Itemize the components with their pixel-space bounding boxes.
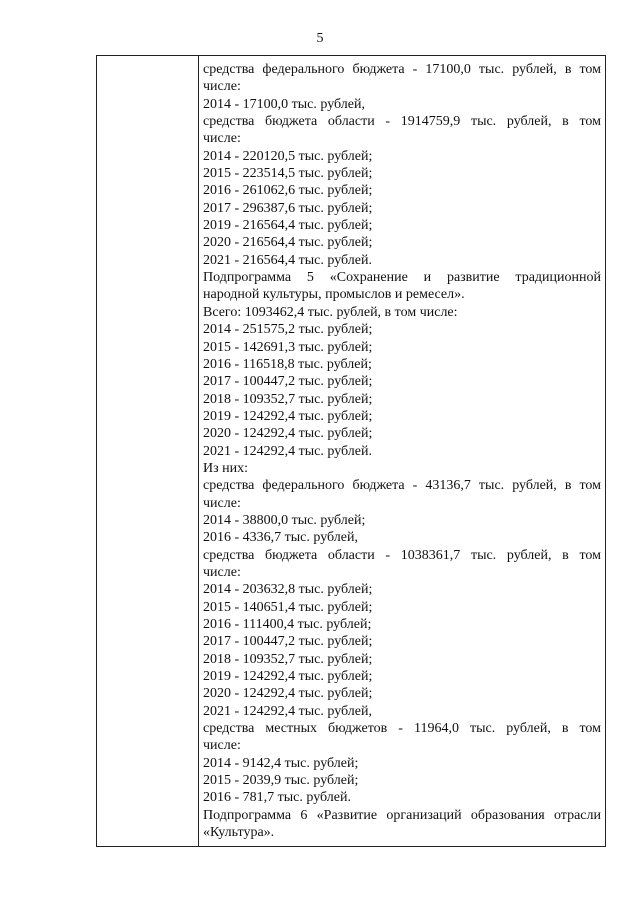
text-line: 2014 - 38800,0 тыс. рублей;: [203, 512, 366, 528]
text-line: 2014 - 17100,0 тыс. рублей,: [203, 96, 365, 112]
text-line: числе:: [203, 131, 241, 147]
text-line: Подпрограмма 6 «Развитие организаций образования отрасли: [203, 807, 601, 823]
text-line: 2017 - 296387,6 тыс. рублей;: [203, 200, 373, 216]
text-line: 2016 - 261062,6 тыс. рублей;: [203, 183, 373, 199]
text-line: 2015 - 142691,3 тыс. рублей;: [203, 339, 373, 355]
text-line: 2019 - 216564,4 тыс. рублей;: [203, 218, 373, 234]
text-line: 2016 - 781,7 тыс. рублей.: [203, 790, 351, 806]
text-line: Подпрограмма 5 «Сохранение и развитие традиционной: [203, 270, 601, 286]
text-line: 2020 - 216564,4 тыс. рублей;: [203, 235, 373, 251]
text-line: 2016 - 116518,8 тыс. рублей;: [203, 356, 372, 372]
text-line: 2016 - 4336,7 тыс. рублей,: [203, 530, 358, 546]
text-line: 2017 - 100447,2 тыс. рублей;: [203, 634, 373, 650]
text-line: 2014 - 251575,2 тыс. рублей;: [203, 322, 373, 338]
page-number: 5: [316, 31, 324, 46]
text-line: Из них:: [203, 460, 249, 476]
text-line: числе:: [203, 738, 241, 754]
text-line: числе:: [203, 564, 241, 580]
text-line: числе:: [203, 79, 241, 95]
text-line: числе:: [203, 495, 241, 511]
text-line: 2015 - 140651,4 тыс. рублей;: [203, 599, 373, 615]
text-line: 2019 - 124292,4 тыс. рублей;: [203, 408, 373, 424]
text-line: средства местных бюджетов - 11964,0 тыс. рублей, в том: [203, 721, 601, 737]
text-line: 2020 - 124292,4 тыс. рублей;: [203, 686, 373, 702]
text-line: 2015 - 223514,5 тыс. рублей;: [203, 166, 373, 182]
text-line: народной культуры, промыслов и ремесел».: [203, 287, 465, 303]
text-line: средства федерального бюджета - 17100,0 тыс. рублей, в том: [203, 62, 601, 77]
budget-table: [96, 55, 606, 847]
text-line: 2016 - 111400,4 тыс. рублей;: [203, 617, 372, 632]
text-line: 2014 - 9142,4 тыс. рублей;: [203, 755, 359, 771]
text-line: 2021 - 124292,4 тыс. рублей.: [203, 443, 372, 459]
text-line: 2020 - 124292,4 тыс. рублей;: [203, 426, 373, 442]
text-line: средства бюджета области - 1914759,9 тыс. рублей, в том: [203, 114, 601, 130]
text-line: 2014 - 220120,5 тыс. рублей;: [203, 148, 373, 164]
text-line: средства федерального бюджета - 43136,7 тыс. рублей, в том: [203, 478, 601, 494]
text-line: 2015 - 2039,9 тыс. рублей;: [203, 773, 359, 789]
text-line: средства бюджета области - 1038361,7 тыс. рублей, в том: [203, 547, 601, 563]
text-line: 2014 - 203632,8 тыс. рублей;: [203, 582, 373, 598]
text-line: 2021 - 124292,4 тыс. рублей,: [203, 703, 372, 719]
text-line: 2021 - 216564,4 тыс. рублей.: [203, 252, 372, 268]
text-line: Всего: 1093462,4 тыс. рублей, в том числе:: [203, 304, 458, 320]
text-line: «Культура».: [203, 825, 275, 841]
text-line: 2017 - 100447,2 тыс. рублей;: [203, 374, 373, 390]
table-right-cell: [199, 56, 605, 846]
text-line: 2018 - 109352,7 тыс. рублей;: [203, 651, 373, 667]
text-line: 2018 - 109352,7 тыс. рублей;: [203, 391, 373, 407]
text-line: 2019 - 124292,4 тыс. рублей;: [203, 669, 373, 685]
table-left-cell: [97, 56, 199, 846]
